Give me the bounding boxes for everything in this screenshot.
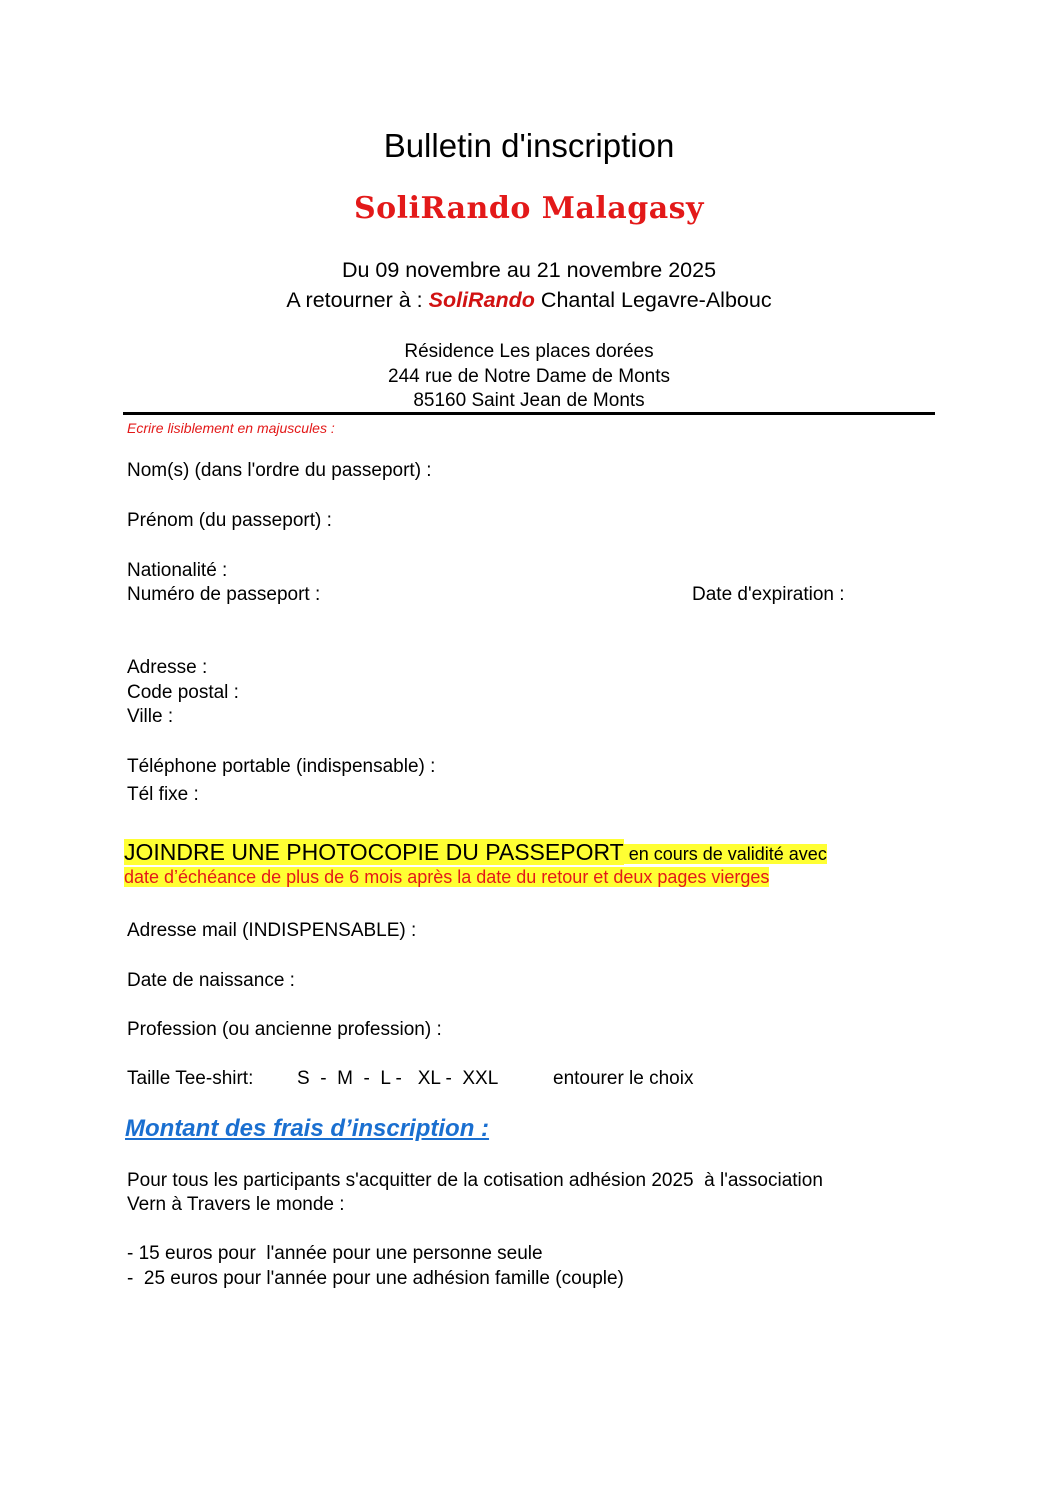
field-prenom: Prénom (du passeport) :: [127, 510, 332, 531]
field-passeport: Numéro de passeport :: [127, 584, 321, 605]
tshirt-label: Taille Tee-shirt:: [127, 1068, 254, 1089]
address-line-3: 85160 Saint Jean de Monts: [413, 390, 645, 411]
event-name: SoliRando Malagasy: [354, 191, 704, 226]
return-line: [0, 288, 1058, 313]
field-tel-fixe: Tél fixe :: [127, 784, 199, 805]
field-nom: Nom(s) (dans l'ordre du passeport) :: [127, 460, 432, 481]
field-ville: Ville :: [127, 706, 174, 727]
fees-intro-line-1: Pour tous les participants s'acquitter de la cotisation adhésion 2025 à l'association: [127, 1170, 823, 1191]
page-title: Bulletin d'inscription: [383, 127, 675, 164]
fees-heading: Montant des frais d’inscription :: [125, 1115, 490, 1142]
passport-notice-line-1: [124, 839, 827, 866]
fees-item-2: - 25 euros pour l'année pour une adhésion famille (couple): [127, 1268, 624, 1289]
field-adresse: Adresse :: [127, 657, 208, 678]
passport-notice-rest: en cours de validité avec: [623, 844, 827, 864]
field-naissance: Date de naissance :: [127, 970, 295, 991]
passport-notice-main: JOINDRE UNE PHOTOCOPIE DU PASSEPORT: [124, 839, 624, 865]
field-code-postal: Code postal :: [127, 682, 239, 703]
field-profession: Profession (ou ancienne profession) :: [127, 1019, 442, 1040]
field-tel-portable: Téléphone portable (indispensable) :: [127, 756, 436, 777]
tshirt-note: entourer le choix: [553, 1068, 694, 1089]
field-expiration: Date d'expiration :: [692, 584, 845, 605]
return-name: Chantal Legavre-Albouc: [534, 288, 772, 312]
field-nationalite: Nationalité :: [127, 560, 228, 581]
return-prefix: A retourner à :: [286, 288, 429, 312]
event-dates: Du 09 novembre au 21 novembre 2025: [341, 258, 717, 282]
passport-notice-validity: date d’échéance de plus de 6 mois après la date du retour et deux pages vierges: [124, 867, 770, 887]
fees-item-1: - 15 euros pour l'année pour une personne seule: [127, 1243, 543, 1264]
instruction-text: Ecrire lisiblement en majuscules :: [127, 420, 335, 436]
return-org: SoliRando: [428, 288, 535, 312]
address-line-1: Résidence Les places dorées: [404, 341, 654, 362]
fees-intro-line-2: Vern à Travers le monde :: [127, 1194, 345, 1215]
tshirt-sizes: S - M - L - XL - XXL: [297, 1068, 499, 1089]
field-mail: Adresse mail (INDISPENSABLE) :: [127, 920, 417, 941]
address-line-2: 244 rue de Notre Dame de Monts: [388, 366, 670, 387]
separator-rule: [123, 412, 935, 415]
passport-notice-line-2: [124, 867, 769, 888]
